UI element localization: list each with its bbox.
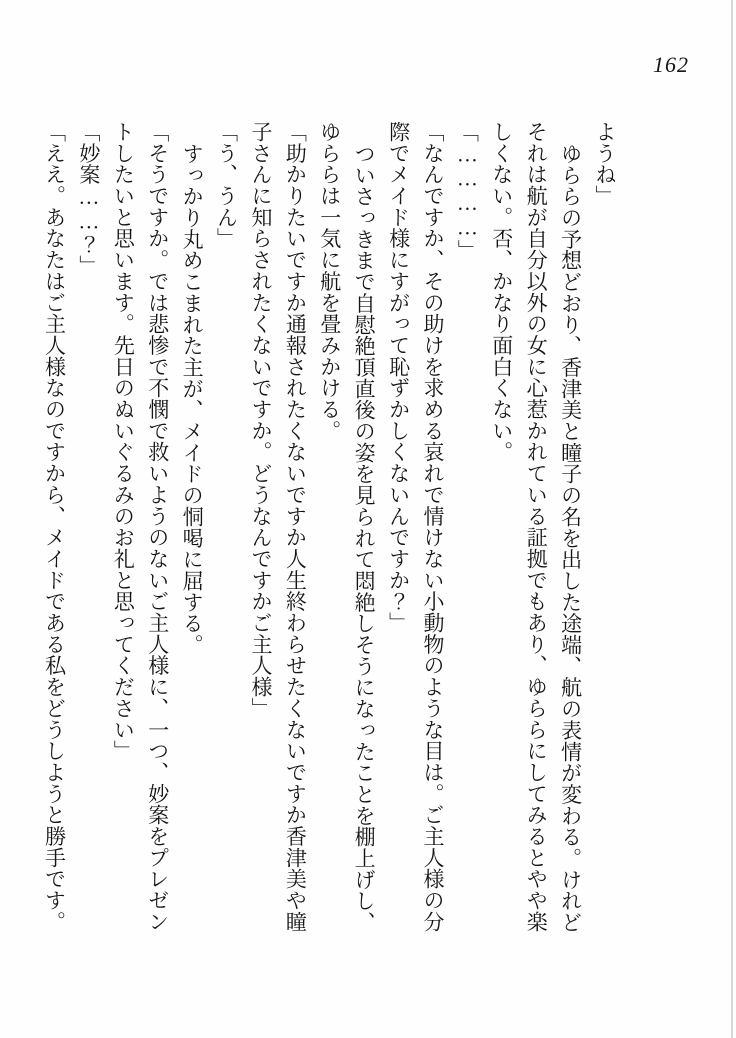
text-column: すっかり丸めこまれた主が、メイドの恫喝に屈する。 xyxy=(180,142,205,655)
text-column: 際でメイド様にすがって恥ずかしくないんですか？」 xyxy=(386,121,411,634)
text-column: ゆららは一気に航を畳みかける。 xyxy=(317,121,342,442)
text-column: トしたいと思います。先日のぬいぐるみのお礼と思ってください」 xyxy=(111,121,136,762)
text-column: しくない。否、かなり面白くない。 xyxy=(489,121,514,463)
scan-edge-line xyxy=(731,0,733,1038)
text-column: ついさっきまで自慰絶頂直後の姿を見られて悶絶しそうになったことを棚上げし、 xyxy=(352,142,377,933)
text-column: 「妙案……？」 xyxy=(76,121,101,277)
text-column: 「う、うん」 xyxy=(214,121,239,250)
text-column: 「助かりたいですか通報されたくないですか人生終わらせたくないですか香津美や瞳 xyxy=(283,121,308,933)
text-column: ゆららの予想どおり、香津美と瞳子の名を出した途端、航の表情が変わる。けれど xyxy=(558,142,583,933)
text-column: ようね」 xyxy=(593,121,617,207)
text-column: 「なんですか、その助けを求める哀れで情けない小動物のような目は。ご主人様の分 xyxy=(420,121,445,933)
text-column: 「…………」 xyxy=(455,121,480,262)
text-column: それは航が自分以外の女に心惹かれている証拠でもあり、ゆららにしてみるとやや楽 xyxy=(524,121,549,933)
text-area xyxy=(37,121,622,939)
text-column: 「そうですか。では悲惨で不憫で救いようのないご主人様に、一つ、妙案をプレゼン xyxy=(145,121,170,933)
page-number: 162 xyxy=(653,52,689,77)
text-column: 「ええ。あなたはご主人様なのですから、メイドである私をどうしようと勝手です。 xyxy=(42,121,67,933)
text-column: 子さんに知らされたくないですか。どうなんですかご主人様」 xyxy=(248,121,273,719)
